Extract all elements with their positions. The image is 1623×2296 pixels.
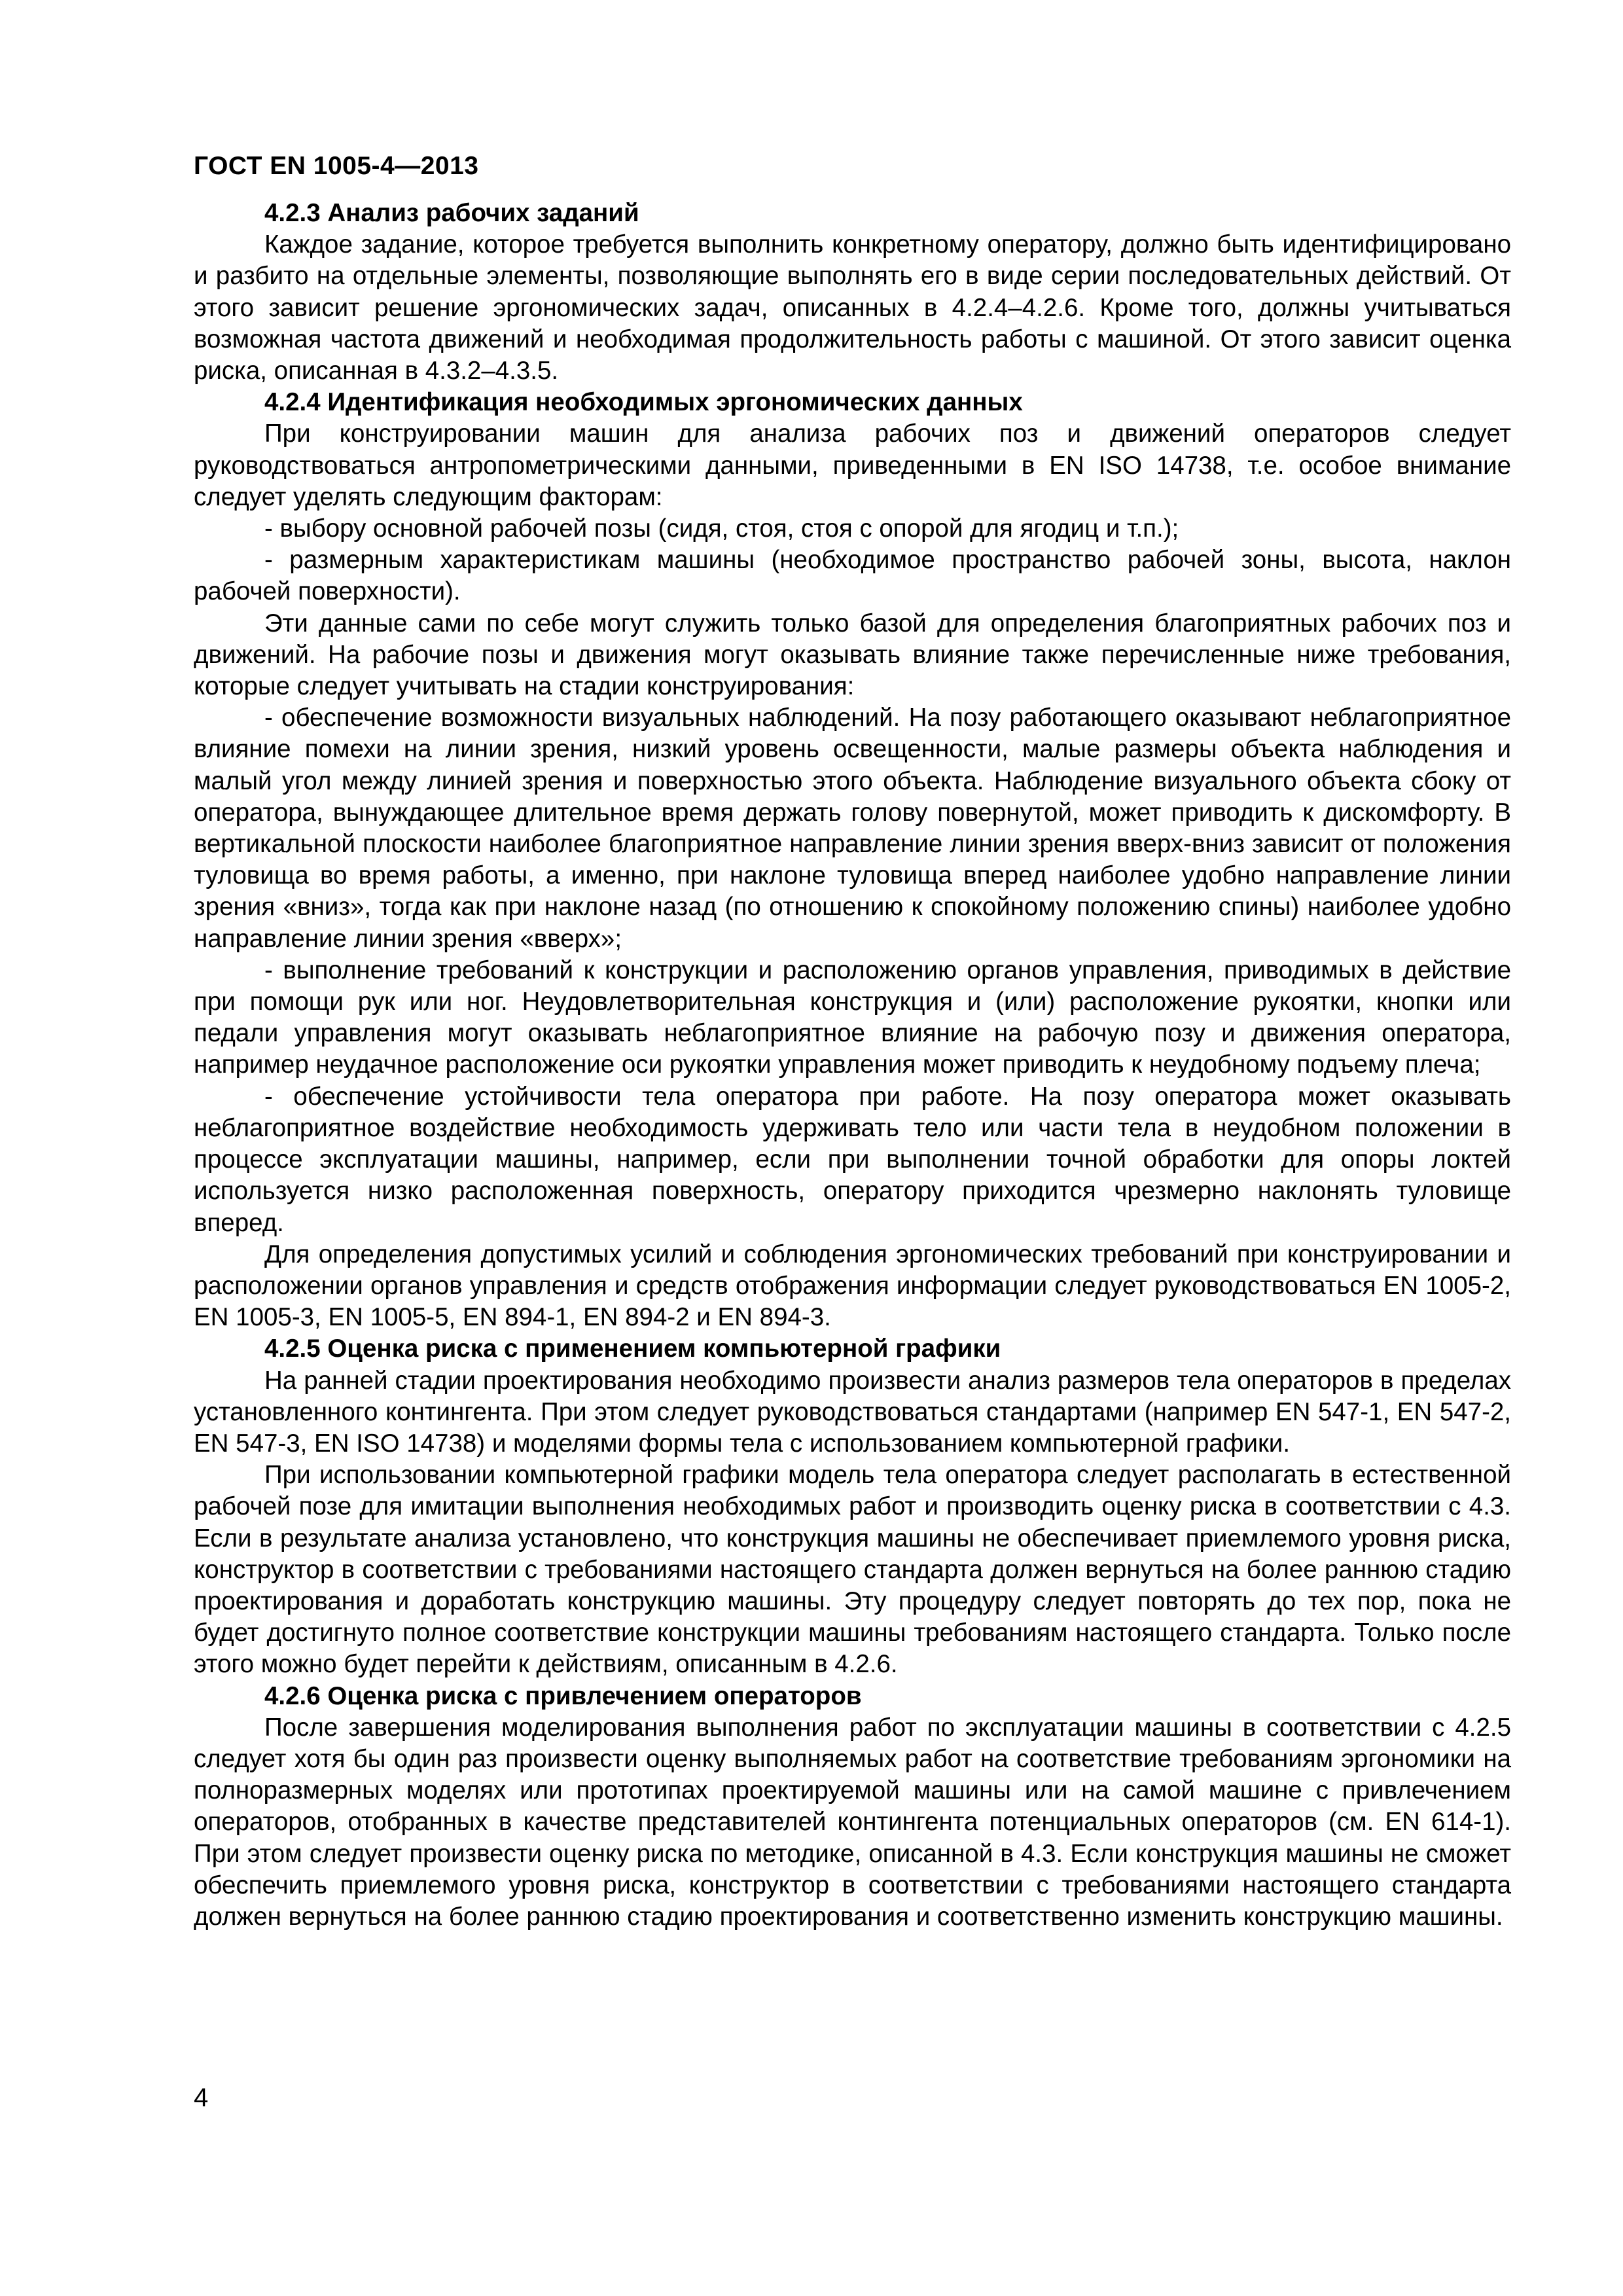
list-item: - размерным характеристикам машины (необходимое пространство рабочей зоны, высота, наклон рабочей поверхности). (194, 546, 1511, 606)
paragraph: На ранней стадии проектирования необходимо произвести анализ размеров тела операторов в пределах установленного контингента. При этом следует руководствоваться стандартами (например EN 547-1, EN 547-2, EN 547-3, EN ISO 14738) и моделями формы тела с использованием компьютерной графики. (194, 1366, 1511, 1458)
paragraph: Для определения допустимых усилий и соблюдения эргономических требований при конструировании и расположении органов управления и средств отображения информации следует руководствоваться EN 1005-2, EN 1005-3, EN 1005-5, EN 894-1, EN 894-2 и EN 894-3. (194, 1240, 1511, 1332)
section-heading-4-2-3: 4.2.3 Анализ рабочих заданий (264, 199, 639, 227)
list-item: - обеспечение возможности визуальных наблюдений. На позу работающего оказывают неблагоприятное влияние помехи на линии зрения, низкий уровень освещенности, малые размеры объекта наблюдения и малый угол между линией зрения и поверхностью этого объекта. Наблюдение визуального объекта сбоку от оператора, вынуждающее длительное время держать голову повернутой, может приводить к дискомфорту. В вертикальной плоскости наиболее благоприятное направление линии зрения вверх-вниз зависит от положения туловища во время работы, а именно, при наклоне туловища вперед наиболее удобно направление линии зрения «вниз», тогда как при наклоне назад (по отношению к спокойному положению спины) наиболее удобно направление линии зрения «вверх»; (194, 704, 1511, 953)
paragraph: Эти данные сами по себе могут служить только базой для определения благоприятных рабочих поз и движений. На рабочие позы и движения могут оказывать влияние также перечисленные ниже требования, которые следует учитывать на стадии конструирования: (194, 609, 1511, 701)
document-header: ГОСТ EN 1005-4—2013 (194, 152, 479, 180)
paragraph: При конструировании машин для анализа рабочих поз и движений операторов следует руководствоваться антропометрическими данными, приведенными в EN ISO 14738, т.е. особое внимание следует уделять следующим факторам: (194, 420, 1511, 511)
paragraph: Каждое задание, которое требуется выполнить конкретному оператору, должно быть идентифицировано и разбито на отдельные элементы, позволяющие выполнять его в виде серии последовательных действий. От этого зависит решение эргономических задач, описанных в 4.2.4–4.2.6. Кроме того, должны учитываться возможная частота движений и необходимая продолжительность работы с машиной. От этого зависит оценка риска, описанная в 4.3.2–4.3.5. (194, 230, 1511, 386)
list-item: - обеспечение устойчивости тела оператора при работе. На позу оператора может оказывать неблагоприятное воздействие необходимость удерживать тело или части тела в неудобном положении в процессе эксплуатации машины, например, если при выполнении точной обработки для опоры локтей используется низко расположенная поверхность, оператору приходится чрезмерно наклонять туловище вперед. (194, 1082, 1511, 1237)
page-number: 4 (194, 2083, 209, 2112)
section-heading-4-2-6: 4.2.6 Оценка риска с привлечением операторов (264, 1681, 862, 1710)
list-item: - выполнение требований к конструкции и расположению органов управления, приводимых в действие при помощи рук или ног. Неудовлетворительная конструкция и (или) расположение рукоятки, кнопки или педали управления могут оказывать неблагоприятное влияние на рабочую позу и движения оператора, например неудачное расположение оси рукоятки управления может приводить к неудобному подъему плеча; (194, 956, 1511, 1079)
section-heading-4-2-5: 4.2.5 Оценка риска с применением компьютерной графики (264, 1335, 1001, 1363)
section-heading-4-2-4: 4.2.4 Идентификация необходимых эргономических данных (264, 388, 1023, 417)
paragraph: При использовании компьютерной графики модель тела оператора следует располагать в естественной рабочей позе для имитации выполнения необходимых работ и производить оценку риска в соответствии с 4.3. Если в результате анализа установлено, что конструкция машины не обеспечивает приемлемого уровня риска, конструктор в соответствии с требованиями настоящего стандарта должен вернуться на более раннюю стадию проектирования и доработать конструкцию машины. Эту процедуру следует повторять до тех пор, пока не будет достигнуто полное соответствие конструкции машины требованиям настоящего стандарта. Только после этого можно будет перейти к действиям, описанным в 4.2.6. (194, 1461, 1511, 1679)
paragraph: После завершения моделирования выполнения работ по эксплуатации машины в соответствии с 4.2.5 следует хотя бы один раз произвести оценку выполняемых работ на соответствие требованиям эргономики на полноразмерных моделях или прототипах проектируемой машины или на самой машине с привлечением операторов, отобранных в качестве представителей контингента потенциальных операторов (см. EN 614-1). При этом следует произвести оценку риска по методике, описанной в 4.3. Если конструкция машины не сможет обеспечить приемлемого уровня риска, конструктор в соответствии с требованиями настоящего стандарта должен вернуться на более раннюю стадию проектирования и соответственно изменить конструкцию машины. (194, 1713, 1511, 1931)
document-body (194, 198, 1511, 1933)
list-item: - выбору основной рабочей позы (сидя, стоя, стоя с опорой для ягодиц и т.п.); (264, 514, 1179, 543)
